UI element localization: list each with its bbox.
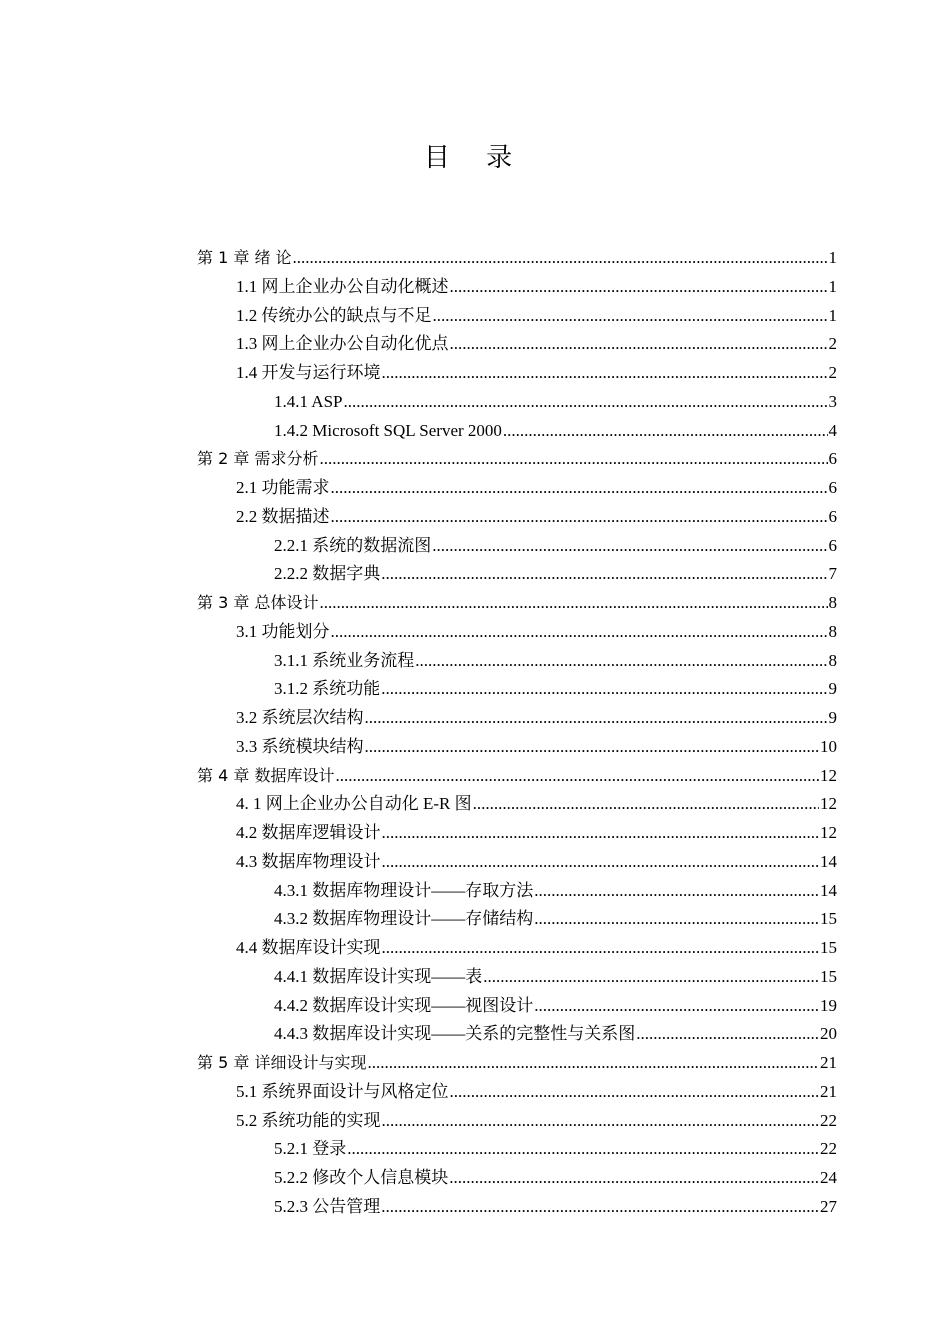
toc-entry-page-number: 14 (820, 852, 837, 871)
toc-entry-page-number: 24 (820, 1168, 837, 1187)
toc-entry[interactable] (236, 1079, 837, 1103)
toc-entry-page-number: 22 (820, 1111, 837, 1130)
toc-entry-label: 3.1.1 系统业务流程 (274, 651, 415, 670)
toc-entry[interactable] (197, 1050, 837, 1074)
toc-entry[interactable] (274, 648, 837, 672)
toc-entry-page-number: 15 (820, 967, 837, 986)
toc-entry-page-number: 6 (828, 507, 837, 526)
dot-leader (331, 506, 828, 528)
dot-leader (347, 1138, 819, 1160)
dot-leader (319, 448, 827, 470)
dot-leader (382, 822, 820, 844)
dot-leader (450, 276, 828, 298)
toc-entry[interactable] (236, 504, 837, 528)
toc-entry-page-number: 1 (828, 277, 837, 296)
toc-entry-label: 5.2.2 修改个人信息模块 (274, 1168, 449, 1187)
toc-entry-page-number: 27 (820, 1197, 837, 1216)
toc-entry[interactable] (274, 878, 837, 902)
dot-leader (381, 678, 827, 700)
toc-entry-label: 1.1 网上企业办公自动化概述 (236, 277, 449, 296)
toc-entry[interactable] (236, 820, 837, 844)
toc-entry-label: 3.3 系统模块结构 (236, 737, 364, 756)
toc-entry-label: 5.2.1 登录 (274, 1139, 347, 1158)
dot-leader (344, 391, 828, 413)
toc-entry-label: 5.2 系统功能的实现 (236, 1111, 381, 1130)
toc-entry-label: 2.2.1 系统的数据流图 (274, 536, 432, 555)
toc-entry[interactable] (236, 734, 837, 758)
toc-entry[interactable] (274, 418, 837, 442)
toc-entry-page-number: 6 (828, 449, 837, 468)
toc-entry-page-number: 3 (828, 392, 837, 411)
dot-leader (473, 793, 819, 815)
dot-leader (382, 937, 820, 959)
toc-entry[interactable] (274, 676, 837, 700)
dot-leader (433, 305, 828, 327)
toc-entry[interactable] (197, 590, 837, 614)
toc-entry-page-number: 12 (820, 766, 837, 785)
toc-entry-page-number: 21 (820, 1082, 837, 1101)
dot-leader (382, 851, 820, 873)
toc-entry[interactable] (236, 303, 837, 327)
toc-entry[interactable] (236, 475, 837, 499)
dot-leader (449, 1167, 819, 1189)
toc-entry-label: 第 2 章 需求分析 (197, 449, 319, 468)
toc-entry-page-number: 20 (820, 1024, 837, 1043)
dot-leader (293, 247, 828, 269)
toc-entry-page-number: 15 (820, 938, 837, 957)
toc-entry[interactable] (236, 331, 837, 355)
dot-leader (381, 1196, 819, 1218)
toc-entry[interactable] (274, 389, 837, 413)
dot-leader (335, 765, 819, 787)
toc-entry[interactable] (236, 791, 837, 815)
dot-leader (365, 736, 820, 758)
toc-entry[interactable] (274, 561, 837, 585)
toc-entry[interactable] (236, 705, 837, 729)
dot-leader (381, 563, 827, 585)
toc-entry-page-number: 8 (828, 593, 837, 612)
toc-entry-label: 1.4.2 Microsoft SQL Server 2000 (274, 421, 502, 440)
toc-entry-page-number: 10 (820, 737, 837, 756)
toc-entry-page-number: 8 (828, 651, 837, 670)
toc-entry[interactable] (236, 360, 837, 384)
dot-leader (432, 535, 827, 557)
toc-entry-page-number: 1 (828, 248, 837, 267)
toc-entry[interactable] (274, 1194, 837, 1218)
toc-entry[interactable] (274, 906, 837, 930)
dot-leader (534, 908, 819, 930)
dot-leader (636, 1023, 819, 1045)
toc-entry[interactable] (197, 245, 837, 269)
toc-entry-label: 4.2 数据库逻辑设计 (236, 823, 381, 842)
toc-title: 目 录 (423, 143, 527, 173)
toc-entry-label: 3.1 功能划分 (236, 622, 330, 641)
dot-leader (319, 592, 827, 614)
toc-entry-page-number: 15 (820, 909, 837, 928)
toc-entry-label: 第 3 章 总体设计 (197, 593, 319, 612)
dot-leader (382, 362, 828, 384)
toc-entry-label: 3.1.2 系统功能 (274, 679, 381, 698)
dot-leader (382, 1110, 820, 1132)
toc-entry[interactable] (274, 533, 837, 557)
dot-leader (367, 1052, 819, 1074)
toc-entry-page-number: 14 (820, 881, 837, 900)
dot-leader (331, 621, 828, 643)
toc-entry-label: 4.4.2 数据库设计实现——视图设计 (274, 996, 534, 1015)
toc-entry-label: 4.3.1 数据库物理设计——存取方法 (274, 881, 534, 900)
toc-entry[interactable] (274, 964, 837, 988)
toc-entry-page-number: 19 (820, 996, 837, 1015)
toc-entry-label: 1.4 开发与运行环境 (236, 363, 381, 382)
toc-entry-page-number: 4 (828, 421, 837, 440)
toc-entry[interactable] (236, 274, 837, 298)
toc-entry-page-number: 8 (828, 622, 837, 641)
toc-entry[interactable] (274, 993, 837, 1017)
dot-leader (450, 333, 828, 355)
toc-entry-label: 4.3.2 数据库物理设计——存储结构 (274, 909, 534, 928)
toc-entry-page-number: 9 (828, 708, 837, 727)
toc-entry-page-number: 1 (828, 306, 837, 325)
dot-leader (483, 966, 819, 988)
toc-entry-page-number: 9 (828, 679, 837, 698)
toc-entry[interactable] (274, 1165, 837, 1189)
toc-entry-page-number: 6 (828, 478, 837, 497)
toc-entry-label: 2.2.2 数据字典 (274, 564, 381, 583)
toc-entry-page-number: 6 (828, 536, 837, 555)
toc-entry-label: 4.4.1 数据库设计实现——表 (274, 967, 483, 986)
toc-entry-label: 1.4.1 ASP (274, 392, 343, 411)
toc-entry[interactable] (236, 849, 837, 873)
toc-entry-label: 5.1 系统界面设计与风格定位 (236, 1082, 449, 1101)
toc-entry-page-number: 22 (820, 1139, 837, 1158)
toc-entry[interactable] (274, 1021, 837, 1045)
toc-entry-label: 第 1 章 绪 论 (197, 248, 292, 267)
toc-entry-label: 第 5 章 详细设计与实现 (197, 1053, 367, 1072)
toc-entry[interactable] (274, 1136, 837, 1160)
dot-leader (534, 995, 819, 1017)
toc-entry-label: 4.4.3 数据库设计实现——关系的完整性与关系图 (274, 1024, 636, 1043)
toc-entry[interactable] (197, 446, 837, 470)
toc-entry-label: 3.2 系统层次结构 (236, 708, 364, 727)
dot-leader (415, 650, 827, 672)
toc-entry-page-number: 2 (828, 363, 837, 382)
toc-entry-label: 4. 1 网上企业办公自动化 E-R 图 (236, 794, 472, 813)
toc-entry[interactable] (236, 619, 837, 643)
toc-entry[interactable] (236, 1108, 837, 1132)
toc-entry-page-number: 12 (820, 794, 837, 813)
toc-entry[interactable] (197, 763, 837, 787)
toc-entry-label: 1.3 网上企业办公自动化优点 (236, 334, 449, 353)
toc-entry-label: 5.2.3 公告管理 (274, 1197, 381, 1216)
dot-leader (365, 707, 828, 729)
toc-entry-page-number: 7 (828, 564, 837, 583)
toc-entry-page-number: 21 (820, 1053, 837, 1072)
toc-entry-page-number: 2 (828, 334, 837, 353)
toc-entry-page-number: 12 (820, 823, 837, 842)
dot-leader (503, 420, 828, 442)
toc-entry-label: 4.3 数据库物理设计 (236, 852, 381, 871)
dot-leader (450, 1081, 820, 1103)
toc-entry-label: 2.1 功能需求 (236, 478, 330, 497)
toc-entry-label: 1.2 传统办公的缺点与不足 (236, 306, 432, 325)
toc-entry-label: 4.4 数据库设计实现 (236, 938, 381, 957)
toc-entry-label: 第 4 章 数据库设计 (197, 766, 335, 785)
dot-leader (331, 477, 828, 499)
dot-leader (534, 880, 819, 902)
toc-entry-label: 2.2 数据描述 (236, 507, 330, 526)
toc-entry[interactable] (236, 935, 837, 959)
